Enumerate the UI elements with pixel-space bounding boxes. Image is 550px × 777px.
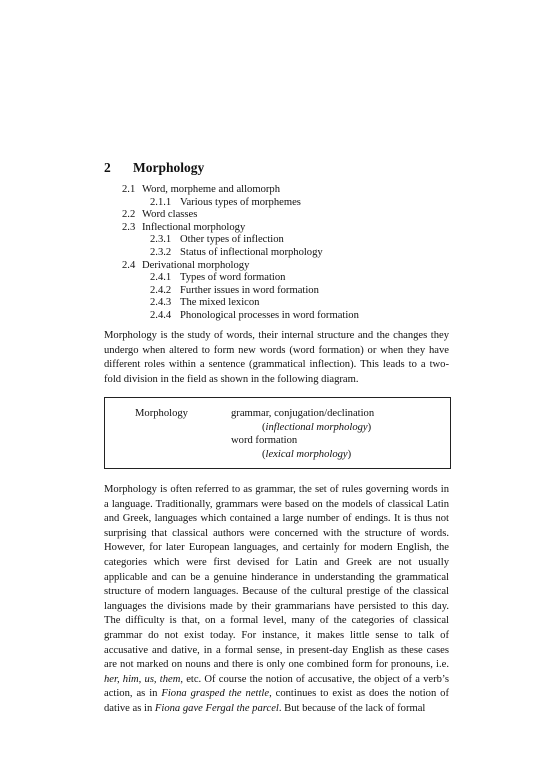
toc-item: 2.4.2 Further issues in word formation: [150, 284, 319, 296]
chapter-contents: [104, 184, 464, 323]
dative-example: Fiona gave Fergal the parcel: [154, 702, 279, 714]
morphology-diagram: [104, 397, 451, 469]
diagram-label: Morphology: [135, 408, 188, 419]
diagram-term-inflectional: (inflectional morphology): [262, 421, 372, 433]
chapter-number: 2: [104, 160, 111, 175]
body-paragraph: Morphology is often referred to as grammar, the set of rules governing words in a language. Traditionally, grammars were based on the models of classical Latin and Greek, languages which contained a large number of endings. It is thus not surprising that classical authors were concerned with the structure of words. However, for later European languages, and certainly for modern English, the categories which were first devised for Latin and Greek are not usually applicable and can be a genuine hinderance in understanding the grammatical structure of modern languages. Because of the cultural prestige of the classical languages the divisions made by their grammarians have persisted to this day. The difficulty is that, on a formal level, many of the categories of classical grammar do not exist today. For instance, it makes little sense to talk of accusative and dative, in a formal sense, in present-day English as these cases are not marked on nouns and there is only one combined form for pronouns, i.e. her, him, us, them, etc. Of course the notion of accusative, the object of a verb’s action, as in Fiona grasped the nettle, continues to exist as does the notion of dative as in Fiona gave Fergal the parcel. But because of the lack of formal: [104, 484, 450, 714]
toc-item: 2.3.1 Other types of inflection: [150, 234, 284, 246]
toc-item: 2.3 Inflectional morphology: [122, 221, 246, 233]
toc-item: 2.4.1 Types of word formation: [150, 272, 286, 284]
toc-item: 2.1.1 Various types of morphemes: [150, 196, 301, 208]
toc-item: 2.4 Derivational morphology: [122, 259, 250, 271]
chapter-heading: [104, 160, 204, 176]
toc-item: 2.4.3 The mixed lexicon: [150, 297, 260, 309]
toc-item: 2.4.4 Phonological processes in word formation: [150, 309, 359, 321]
toc-item: 2.3.2 Status of inflectional morphology: [150, 246, 323, 258]
toc-item: 2.2 Word classes: [122, 209, 198, 221]
pronoun-examples: her, him, us, them: [104, 673, 181, 685]
diagram-term-lexical: (lexical morphology): [262, 448, 352, 460]
diagram-branch-inflection: grammar, conjugation/declination: [231, 408, 375, 419]
diagram-branch-word-formation: word formation: [231, 435, 298, 446]
accusative-example: Fiona grasped the nettle: [161, 688, 270, 700]
chapter-title: Morphology: [133, 160, 205, 175]
toc-item: 2.1 Word, morpheme and allomorph: [122, 184, 281, 195]
intro-paragraph: Morphology is the study of words, their internal structure and the changes they undergo when altered to form new words (word formation) or when they have different roles within a sentence (grammatical inflection). This leads to a two-fold division in the field as shown in the following diagram.: [104, 330, 449, 385]
